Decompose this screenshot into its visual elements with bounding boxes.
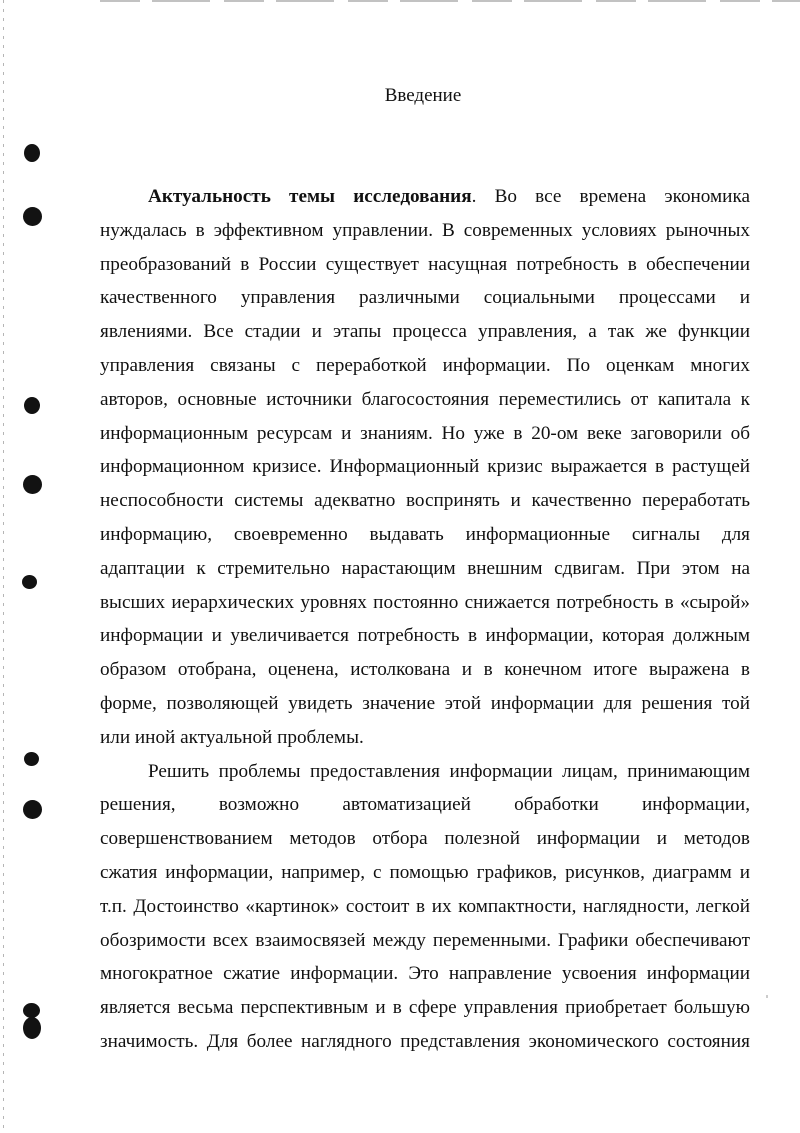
paragraph-line: преобразований в России существует насущная потребность в обеспечении	[100, 253, 750, 275]
paragraph-line: информацию, своевременно выдавать информационные сигналы для	[100, 523, 750, 545]
paragraph-line: является весьма перспективным и в сфере управления приобретает большую	[100, 997, 750, 1019]
punch-hole-mark	[22, 575, 37, 589]
paragraph-line: информации и увеличивается потребность в информации, которая должным	[100, 625, 750, 647]
paragraph-line: информационном кризисе. Информационный кризис выражается в растущей	[100, 456, 750, 478]
paragraph-line: качественного управления различными социальными процессами и	[100, 287, 750, 309]
paragraph-line: информационным ресурсам и знаниям. Но уже в 20-ом веке заговорили об	[100, 422, 750, 444]
paragraph-line: форме, позволяющей увидеть значение этой информации для решения той	[100, 692, 750, 714]
page-title: Введение	[384, 85, 462, 106]
paragraph-line: неспособности системы адекватно воспринять и качественно переработать	[100, 490, 750, 512]
punch-hole-mark	[23, 207, 42, 226]
paragraph-line: совершенствованием методов отбора полезной информации и методов	[100, 828, 750, 850]
paragraph-line: сжатия информации, например, с помощью графиков, рисунков, диаграмм и	[100, 861, 750, 883]
punch-hole-mark	[23, 475, 42, 494]
scan-speck	[766, 995, 768, 998]
punch-hole-mark	[24, 752, 39, 766]
punch-hole-mark	[23, 800, 42, 819]
paragraph-line: значимость. Для более наглядного представления экономического состояния	[100, 1030, 750, 1052]
section-heading: Актуальность темы исследования	[148, 186, 472, 207]
paragraph-line: многократное сжатие информации. Это направление усвоения информации	[100, 963, 750, 985]
paragraph-line: решения, возможно автоматизацией обработки информации,	[100, 794, 750, 816]
punch-hole-mark	[23, 1003, 40, 1018]
paragraph-line: нуждалась в эффективном управлении. В современных условиях рыночных	[100, 219, 750, 241]
scan-top-edge	[100, 0, 800, 2]
paragraph-line: т.п. Достоинство «картинок» состоит в их компактности, наглядности, легкой	[100, 895, 750, 917]
paragraph-line: высших иерархических уровнях постоянно снижается потребность в «сырой»	[100, 591, 750, 613]
paragraph-line: адаптации к стремительно нарастающим внешним сдвигам. При этом на	[100, 557, 750, 579]
paragraph-line: авторов, основные источники благосостояния переместились от капитала к	[100, 388, 750, 410]
paragraph-line: управления связаны с переработкой информации. По оценкам многих	[100, 354, 750, 376]
document-body	[100, 180, 750, 1059]
punch-hole-mark	[24, 144, 40, 162]
punch-hole-mark	[24, 397, 40, 414]
paragraph-line: или иной актуальной проблемы.	[100, 726, 364, 748]
paragraph-line: явлениями. Все стадии и этапы процесса управления, а так же функции	[100, 321, 750, 343]
scan-left-edge	[3, 0, 4, 1133]
paragraph-line: Решить проблемы предоставления информации лицам, принимающим	[148, 760, 750, 782]
paragraph-line: Актуальность темы исследования. Во все времена экономика	[148, 186, 750, 207]
paragraph-line: обозримости всех взаимосвязей между переменными. Графики обеспечивают	[100, 929, 750, 951]
paragraph-line: образом отобрана, оценена, истолкована и в конечном итоге выражена в	[100, 659, 750, 681]
punch-hole-mark	[23, 1017, 41, 1039]
